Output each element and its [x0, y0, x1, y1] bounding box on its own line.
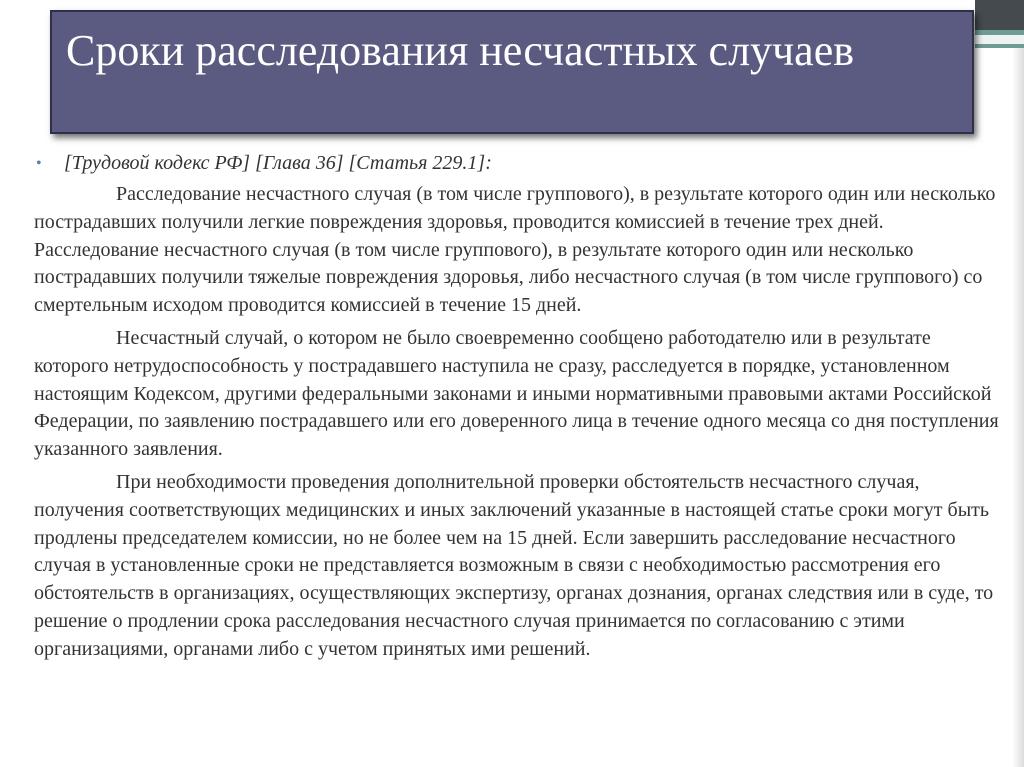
corner-decoration	[975, 0, 1024, 30]
law-reference: [Трудовой кодекс РФ] [Глава 36] [Статья 229.1]:	[64, 152, 492, 174]
slide-content	[34, 150, 1009, 664]
paragraph-3: При необходимости проведения дополнительной проверки обстоятельств несчастного случая, получения соответствующих медицинских и иных заключений указанные в настоящей статье сроки могут быть продлены председателем комиссии, но не более чем на 15 дней. Если завершить расследование несчастного случая в установленные сроки не представляется возможным в связи с необходимостью рассмотрения его обстоятельств в организациях, осуществляющих экспертизу, органах дознания, органах следствия или в суде, то решение о продлении срока расследования несчастного случая принимается по согласованию с этими организациями, органами либо с учетом принятых ими решений.	[34, 470, 994, 660]
bullet-dot-icon: •	[36, 155, 42, 172]
reference-bullet	[34, 150, 1009, 177]
slide-title: Сроки расследования несчастных случаев	[66, 26, 855, 75]
paragraph-2: Несчастный случай, о котором не было своевременно сообщено работодателю или в результате которого нетрудоспособность у пострадавшего наступила не сразу, расследуется в порядке, установленном настоящим Кодексом, другими федеральными законами и иными нормативными правовыми актами Российской Федерации, по заявлению пострадавшего или его доверенного лица в течение одного месяца со дня поступления указанного заявления.	[34, 326, 999, 461]
corner-stripe-light	[975, 35, 1024, 44]
slide-edge-shadow	[1012, 48, 1024, 767]
title-box	[50, 10, 974, 134]
paragraph-1: Расследование несчастного случая (в том числе группового), в результате которого один или несколько пострадавших получили легкие повреждения здоровья, проводится комиссией в течение трех дней. Расследование несчастного случая (в том числе группового), в результате которого один или несколько пострадавших получили тяжелые повреждения здоровья, либо несчастного случая (в том числе группового) со смертельным исходом проводится комиссией в течение 15 дней.	[34, 183, 996, 317]
